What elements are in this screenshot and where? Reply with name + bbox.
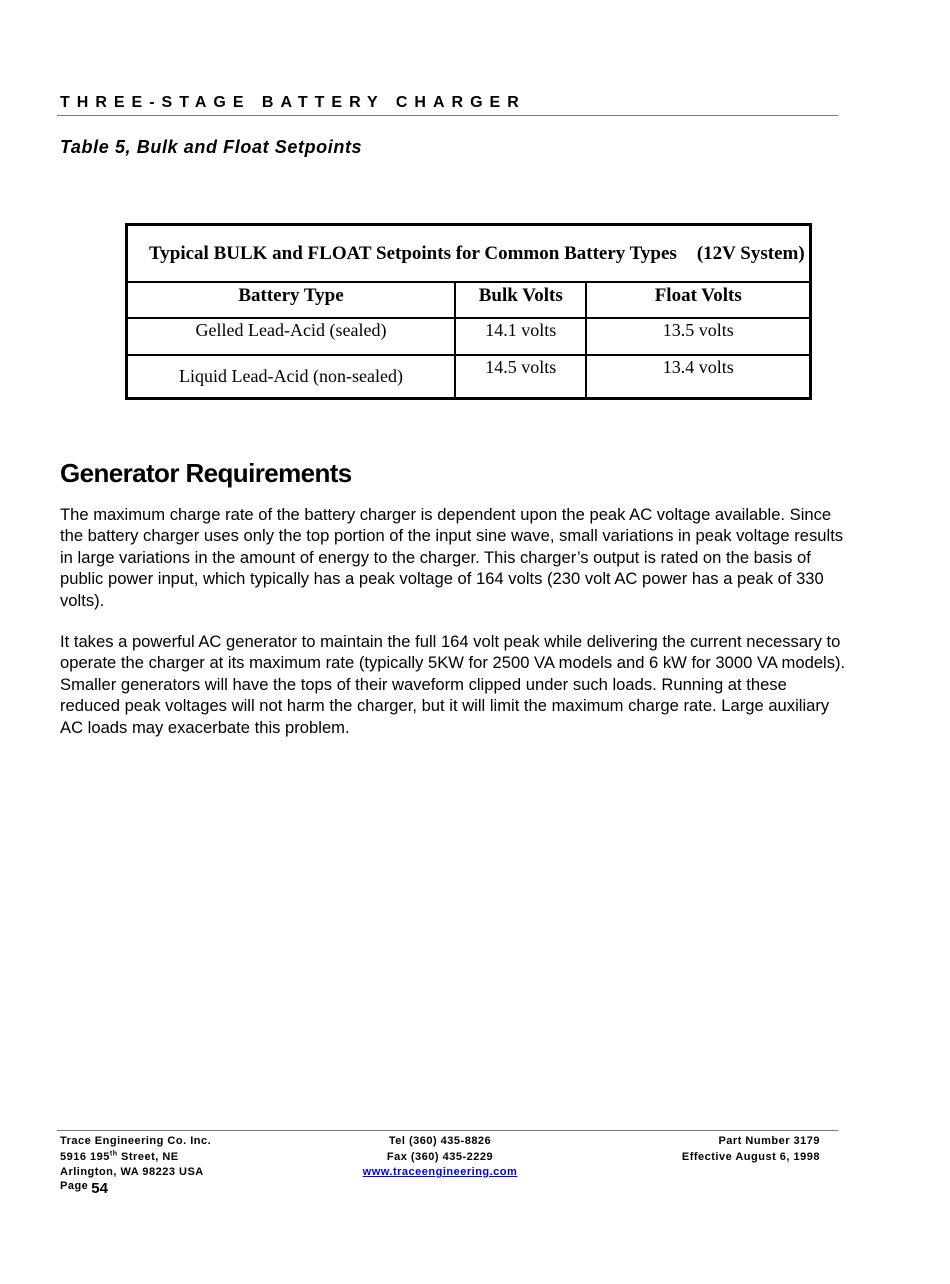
footer-tel: Tel (360) 435-8826	[388, 1135, 492, 1147]
footer-street: 5916 195th Street, NE	[60, 1149, 179, 1163]
footer-rule	[57, 1130, 838, 1131]
float-volts-cell: 13.4 volts	[586, 355, 810, 399]
column-header-battery-type: Battery Type	[127, 282, 456, 318]
footer-effective-date: Effective August 6, 1998	[681, 1150, 820, 1163]
footer-document-info	[682, 1134, 820, 1165]
header-rule	[57, 115, 838, 116]
column-header-float-volts: Float Volts	[586, 282, 810, 318]
body-paragraph: The maximum charge rate of the battery charger is dependent upon the peak AC voltage available. Since the battery charger uses only the top portion of the input sine wave, small variations in peak voltage results in large variations in the amount of energy to the charger. This charger’s output is rated on the basis of public power input, which typically has a peak voltage of 164 volts (230 volt AC power has a peak of 330 volts).	[60, 505, 844, 610]
page-number: 54	[91, 1180, 108, 1197]
body-paragraph: It takes a powerful AC generator to maintain the full 164 volt peak while delivering the current necessary to operate the charger at its maximum rate (typically 5KW for 2500 VA models and 6 kW for 3000 VA models). Smaller generators will have the tops of their waveform clipped under such loads. Running at these reduced peak voltages will not harm the charger, but it will limit the maximum charge rate. Large auxiliary AC loads may exacerbate this problem.	[60, 632, 846, 737]
footer-company: Trace Engineering Co. Inc.	[60, 1135, 212, 1147]
table-row	[127, 355, 811, 399]
footer-part-number: Part Number 3179	[718, 1135, 820, 1147]
section-heading: Generator Requirements	[60, 458, 352, 488]
table-title: Typical BULK and FLOAT Setpoints for Common Battery Types	[149, 242, 677, 264]
footer-fax: Fax (360) 435-2229	[386, 1150, 494, 1163]
bulk-volts-cell: 14.1 volts	[455, 318, 586, 355]
table-caption: Table 5, Bulk and Float Setpoints	[60, 137, 363, 157]
column-header-bulk-volts: Bulk Volts	[455, 282, 586, 318]
page-indicator	[60, 1180, 108, 1198]
table-system-label: (12V System)	[696, 242, 805, 264]
bulk-volts-cell: 14.5 volts	[455, 355, 586, 399]
setpoints-table	[125, 223, 812, 400]
battery-type-cell: Liquid Lead-Acid (non-sealed)	[127, 355, 456, 399]
footer-website-link[interactable]: www.traceengineering.com	[362, 1166, 518, 1178]
running-header: THREE-STAGE BATTERY CHARGER	[60, 94, 526, 111]
footer-city: Arlington, WA 98223 USA	[60, 1166, 204, 1178]
battery-type-cell: Gelled Lead-Acid (sealed)	[127, 318, 456, 355]
table-title-cell	[127, 225, 811, 283]
page-label: Page	[60, 1180, 89, 1192]
float-volts-cell: 13.5 volts	[586, 318, 810, 355]
footer-contact	[340, 1134, 540, 1181]
table-header-row	[127, 282, 811, 318]
table-title-row	[127, 225, 811, 283]
footer-address	[60, 1134, 211, 1181]
table-row	[127, 318, 811, 355]
